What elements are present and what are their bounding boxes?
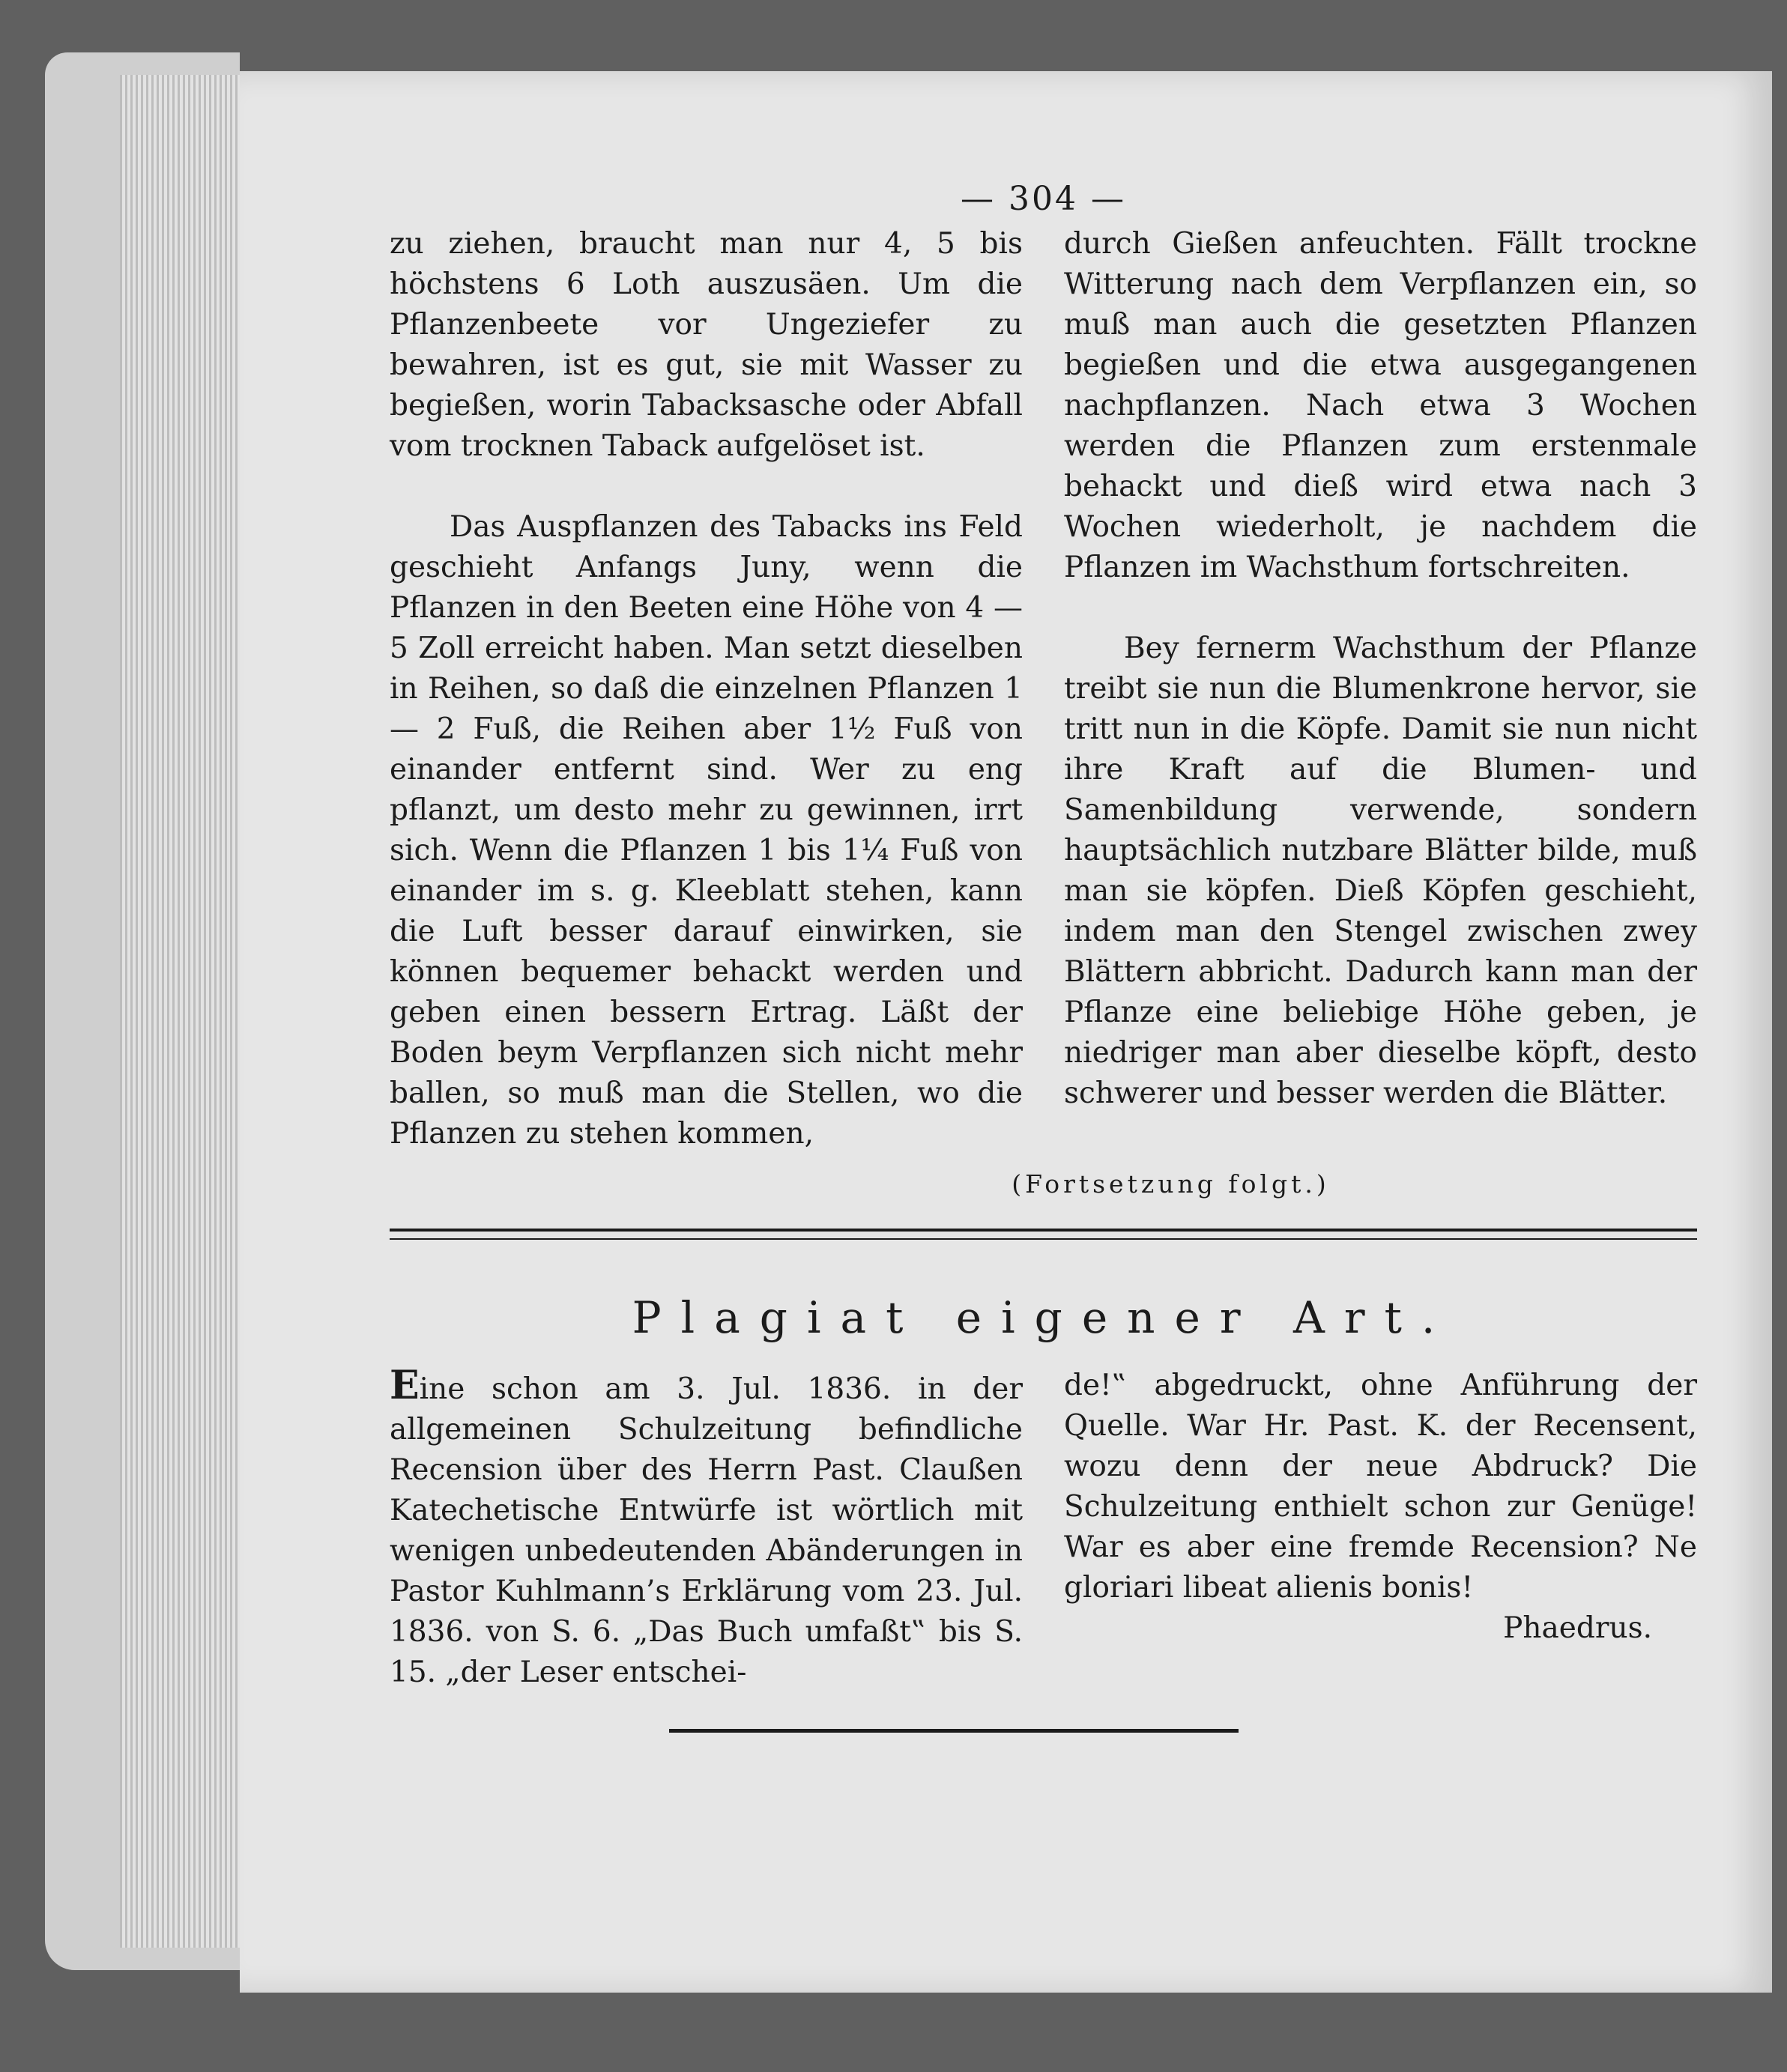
article-heading: Plagiat eigener Art. (632, 1292, 1455, 1343)
paragraph: de!‟ abgedruckt, ohne Anführung der Quelle. War Hr. Past. K. der Recensent, wozu denn der neue Abdruck? Die Schulzeitung enthielt schon zur Genüge! War es aber eine fremde Recension? Ne gloriari libeat alienis bonis! (1064, 1369, 1697, 1605)
paragraph: zu ziehen, braucht man nur 4, 5 bis höchstens 6 Loth auszusäen. Um die Pflanzenbeete vor Ungeziefer zu bewahren, ist es gut, sie mit Wasser zu begießen, worin Tabacksasche oder Abfall vom trocknen Taback aufgelöset ist. (390, 227, 1023, 463)
end-rule (669, 1729, 1239, 1733)
paragraph: Bey fernerm Wachsthum der Pflanze treibt sie nun die Blumenkrone hervor, sie tritt nun in die Köpfe. Damit sie nun nicht ihre Kraft auf die Blumen- und Samenbildung verwende, sondern hauptsächlich nutzbare Blätter bilde, muß man sie köpfen. Dieß Köpfen geschieht, indem man den Stengel zwischen zwey Blättern abbricht. Dadurch kann man der Pflanze eine beliebige Höhe geben, je niedriger man aber dieselbe köpft, desto schwerer und besser werden die Blätter. (1064, 631, 1697, 1110)
paragraph: durch Gießen anfeuchten. Fällt trockne Witterung nach dem Verpflanzen ein, so muß man auch die gesetzten Pflanzen begießen und die etwa ausgegangenen nachpflanzen. Nach etwa 3 Wochen werden die Pflanzen zum erstenmale behackt und dieß wird etwa nach 3 Wochen wiederholt, je nachdem die Pflanzen im Wachsthum fortschreiten. (1064, 227, 1697, 584)
page-number: — 304 — (961, 180, 1126, 218)
column-left (390, 224, 1023, 1154)
section-divider (390, 1229, 1697, 1240)
article-plagiat (390, 1363, 1697, 1693)
continuation-note: (Fortsetzung folgt.) (1012, 1169, 1330, 1199)
column-left (390, 1363, 1023, 1693)
signature: Phaedrus. (1503, 1611, 1652, 1645)
column-right (1064, 224, 1697, 1154)
paragraph (390, 1363, 1023, 1693)
column-right (1064, 1366, 1697, 1693)
paragraph-text: ine schon am 3. Jul. 1836. in der allgemeinen Schulzeitung befindliche Recension über des Herrn Past. Claußen Katechetische Entwürfe ist wörtlich mit wenigen unbedeutenden Abänderungen in Pastor Kuhlmann’s Erklärung vom 23. Jul. 1836. von S. 6. „Das Buch umfaßt‟ bis S. 15. „der Leser entschei- (390, 1372, 1023, 1689)
drop-cap: E (390, 1363, 420, 1408)
paragraph: Das Auspflanzen des Tabacks ins Feld geschieht Anfangs Juny, wenn die Pflanzen in den Beeten eine Höhe von 4 — 5 Zoll erreicht haben. Man setzt dieselben in Reihen, so daß die einzelnen Pflanzen 1 — 2 Fuß, die Reihen aber 1½ Fuß von einander entfernt sind. Wer zu eng pflanzt, um desto mehr zu gewinnen, irrt sich. Wenn die Pflanzen 1 bis 1¼ Fuß von einander im s. g. Kleeblatt stehen, kann die Luft besser darauf einwirken, sie können bequemer behackt werden und geben einen bessern Ertrag. Läßt der Boden beym Verpflanzen sich nicht mehr ballen, so muß man die Stellen, wo die Pflanzen zu stehen kommen, (390, 510, 1023, 1151)
article-tobacco (390, 224, 1697, 1154)
page-text (390, 180, 1697, 1733)
page-edges (120, 75, 255, 1948)
